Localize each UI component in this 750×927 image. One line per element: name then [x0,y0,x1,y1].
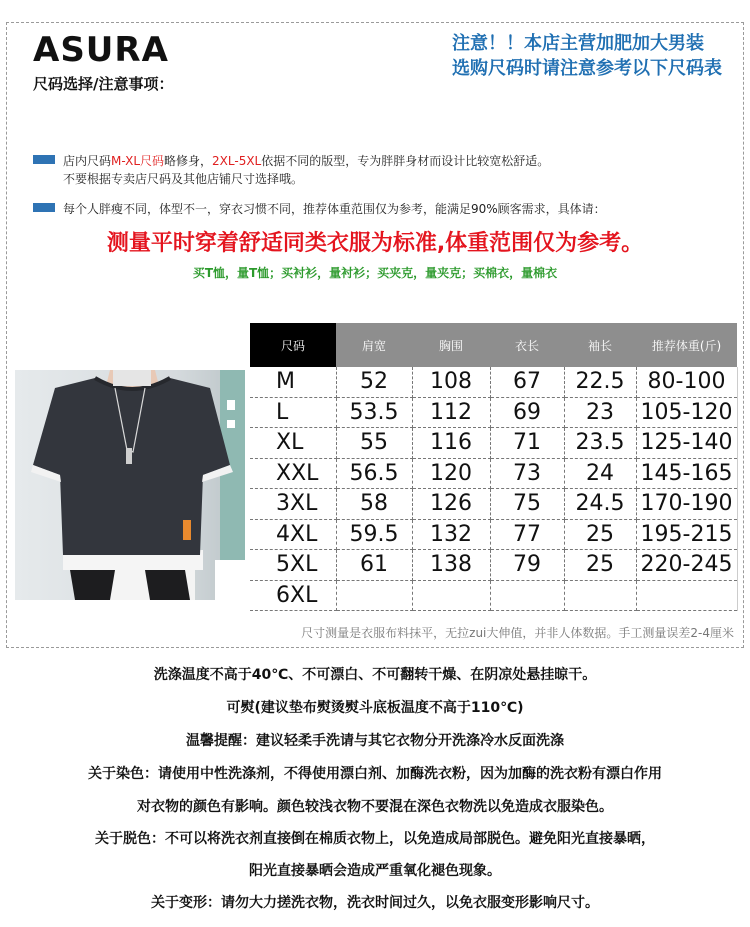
care-line-6: 关于脱色：不可以将洗衣剂直接倒在棉质衣物上，以免造成局部脱色。避免阳光直接暴晒， [95,831,655,847]
care-line-1: 洗涤温度不高于40℃、不可漂白、不可翻转干燥、在阴凉处悬挂晾干。 [153,667,597,683]
table-cell: 58 [336,489,412,520]
table-cell [412,580,490,611]
table-cell [564,580,636,611]
table-cell: 125-140 [636,428,737,459]
table-cell: 52 [336,367,412,397]
product-photo [15,370,245,600]
measurement-footnote: 尺寸测量是衣服布料抹平，无拉zui大伸值，并非人体数据。手工测量误差2-4厘米 [301,626,734,640]
size-cell: 6XL [250,580,336,611]
header-sleeve: 袖长 [564,323,636,367]
table-cell: 145-165 [636,458,737,489]
table-row [250,397,737,428]
table-cell: 59.5 [336,519,412,550]
size-cell: 3XL [250,489,336,520]
table-cell: 71 [490,428,564,459]
header-size: 尺码 [250,323,336,367]
size-cell: XL [250,428,336,459]
header-shoulder: 肩宽 [336,323,412,367]
table-cell: 80-100 [636,367,737,397]
table-cell [636,580,737,611]
note-text: 店内尺码 [63,154,112,168]
size-chart-header [250,323,737,367]
table-cell: 22.5 [564,367,636,397]
table-row [250,367,737,397]
table-cell: 170-190 [636,489,737,520]
table-row [250,580,737,611]
table-cell: 75 [490,489,564,520]
table-cell: 53.5 [336,397,412,428]
table-cell: 56.5 [336,458,412,489]
table-cell: 23.5 [564,428,636,459]
measure-headline: 测量平时穿着舒适同类衣服为标准,体重范围仅为参考。 [106,231,644,256]
size-chart-table [250,323,738,611]
size-cell: 4XL [250,519,336,550]
table-cell: 25 [564,550,636,581]
table-cell: 24.5 [564,489,636,520]
table-row [250,458,737,489]
note-highlight: 2XL-5XL [212,154,262,168]
measure-tips: 买T恤，量T恤；买衬衫，量衬衫；买夹克，量夹克；买棉衣，量棉衣 [192,266,558,280]
brand-logo: ASURA [33,30,169,70]
bullet-square-icon [33,203,55,212]
table-cell: 195-215 [636,519,737,550]
table-cell: 55 [336,428,412,459]
table-cell [490,580,564,611]
table-row [250,519,737,550]
size-note-1-line-2: 不要根据专卖店尺码及其他店铺尺寸选择哦。 [63,172,304,186]
care-line-2: 可熨(建议垫布熨烫熨斗底板温度不高于110℃) [226,700,524,716]
table-cell: 23 [564,397,636,428]
table-cell [336,580,412,611]
header-weight: 推荐体重(斤) [636,323,737,367]
care-line-3: 温馨提醒：建议轻柔手洗请与其它衣物分开洗涤冷水反面洗涤 [186,733,564,749]
note-highlight: M-XL尺码 [111,154,165,168]
table-cell: 132 [412,519,490,550]
table-cell: 220-245 [636,550,737,581]
size-cell: L [250,397,336,428]
size-cell: 5XL [250,550,336,581]
table-cell: 116 [412,428,490,459]
size-note-1-line-1 [63,152,703,170]
table-cell: 73 [490,458,564,489]
care-line-5: 对衣物的颜色有影响。颜色较浅衣物不要混在深色衣物洗以免造成衣服染色。 [137,799,613,815]
notice-line-2: 选购尺码时请注意参考以下尺码表 [452,58,722,79]
note-text: 依据不同的版型，专为胖胖身材而设计比较宽松舒适。 [261,154,550,168]
header-length: 衣长 [490,323,564,367]
table-cell: 105-120 [636,397,737,428]
care-line-4: 关于染色：请使用中性洗涤剂，不得使用漂白剂、加酶洗衣粉，因为加酶的洗衣粉有漂白作用 [88,766,662,782]
note-text: 略修身， [164,154,213,168]
bullet-square-icon [33,155,55,164]
table-cell: 24 [564,458,636,489]
table-cell: 61 [336,550,412,581]
notice-block [452,31,722,81]
table-row [250,550,737,581]
header-chest: 胸围 [412,323,490,367]
table-cell: 138 [412,550,490,581]
page-subtitle: 尺码选择/注意事项： [33,75,174,93]
table-row [250,489,737,520]
table-cell: 77 [490,519,564,550]
table-cell: 67 [490,367,564,397]
notice-line-1: 注意！！本店主营加肥加大男装 [452,33,704,54]
size-note-2-text: 每个人胖瘦不同，体型不一，穿衣习惯不同，推荐体重范围仅为参考，能满足90%顾客需求，具体请： [63,202,606,216]
care-line-7: 阳光直接暴晒会造成严重氧化褪色现象。 [249,863,501,879]
table-row [250,428,737,459]
table-cell: 120 [412,458,490,489]
table-cell: 25 [564,519,636,550]
table-cell: 79 [490,550,564,581]
table-cell: 108 [412,367,490,397]
care-line-8: 关于变形：请勿大力搓洗衣物，洗衣时间过久，以免衣服变形影响尺寸。 [151,895,599,911]
size-cell: XXL [250,458,336,489]
table-cell: 126 [412,489,490,520]
table-cell: 112 [412,397,490,428]
size-cell: M [250,367,336,397]
tshirt-model-illustration [15,370,245,600]
table-cell: 69 [490,397,564,428]
